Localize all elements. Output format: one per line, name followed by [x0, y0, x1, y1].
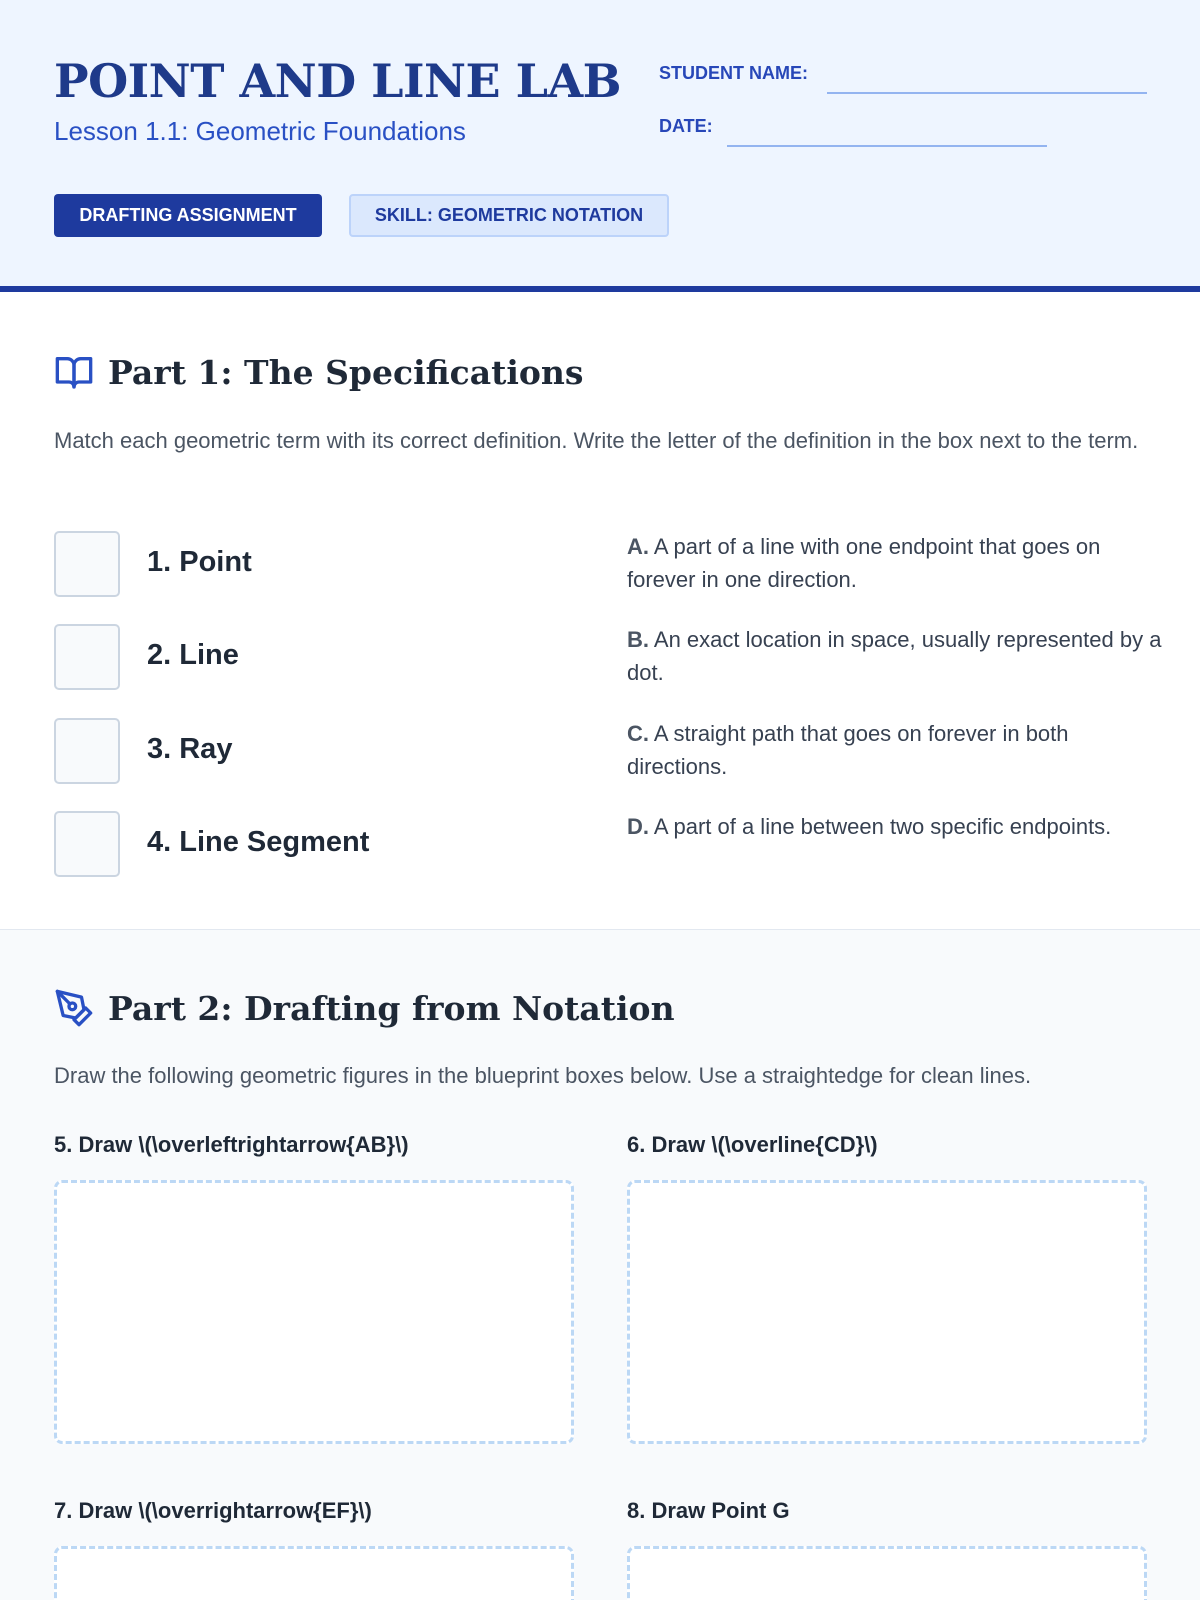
blueprint-box-7[interactable] — [54, 1546, 574, 1600]
answer-box-3[interactable] — [54, 718, 120, 784]
definition-letter: D. — [627, 814, 649, 839]
answer-box-2[interactable] — [54, 624, 120, 690]
blueprint-box-5[interactable] — [54, 1180, 574, 1444]
definition-c — [627, 717, 1167, 783]
task-label-8: 8. Draw Point G — [627, 1498, 790, 1523]
part1-instructions: Match each geometric term with its correct definition. Write the letter of the definition in the box next to the term. — [54, 428, 1139, 453]
skill-badge: SKILL: GEOMETRIC NOTATION — [349, 194, 669, 237]
part2-heading — [54, 988, 675, 1028]
date-field[interactable] — [727, 123, 1047, 147]
blueprint-box-6[interactable] — [627, 1180, 1147, 1444]
definition-letter: A. — [627, 534, 649, 559]
book-open-icon — [54, 352, 94, 392]
term-point: 1. Point — [147, 546, 252, 578]
part1-heading-text: Part 1: The Specifications — [108, 352, 584, 392]
definition-letter: C. — [627, 721, 649, 746]
student-name-field[interactable] — [827, 70, 1147, 94]
definition-d — [627, 810, 1167, 843]
definition-text: A part of a line between two specific endpoints. — [653, 814, 1112, 839]
date-label: DATE: — [659, 116, 713, 136]
page-title: POINT AND LINE LAB — [54, 54, 622, 108]
blueprint-box-8[interactable] — [627, 1546, 1147, 1600]
assignment-badge: DRAFTING ASSIGNMENT — [54, 194, 322, 237]
term-ray: 3. Ray — [147, 733, 233, 765]
part2-section — [0, 930, 1200, 1600]
definition-text: A straight path that goes on forever in both directions. — [627, 721, 1069, 779]
definition-text: An exact location in space, usually represented by a dot. — [627, 627, 1162, 685]
pen-tool-icon — [54, 988, 94, 1028]
part2-heading-text: Part 2: Drafting from Notation — [108, 988, 675, 1028]
definition-text: A part of a line with one endpoint that goes on forever in one direction. — [627, 534, 1101, 592]
definition-letter: B. — [627, 627, 649, 652]
task-label-6: 6. Draw \(\overline{CD}\) — [627, 1132, 878, 1157]
part1-section — [0, 298, 1200, 930]
term-line-segment: 4. Line Segment — [147, 826, 370, 858]
definition-a — [627, 530, 1167, 596]
part2-instructions: Draw the following geometric figures in the blueprint boxes below. Use a straightedge for clean lines. — [54, 1063, 1032, 1088]
task-label-7: 7. Draw \(\overrightarrow{EF}\) — [54, 1498, 372, 1523]
answer-box-4[interactable] — [54, 811, 120, 877]
definition-b — [627, 623, 1167, 689]
task-label-5: 5. Draw \(\overleftrightarrow{AB}\) — [54, 1132, 409, 1157]
worksheet-header — [0, 0, 1200, 292]
part1-heading — [54, 352, 583, 392]
page-subtitle: Lesson 1.1: Geometric Foundations — [54, 116, 466, 146]
answer-box-1[interactable] — [54, 531, 120, 597]
term-line: 2. Line — [147, 639, 239, 671]
student-name-label: STUDENT NAME: — [659, 63, 808, 83]
